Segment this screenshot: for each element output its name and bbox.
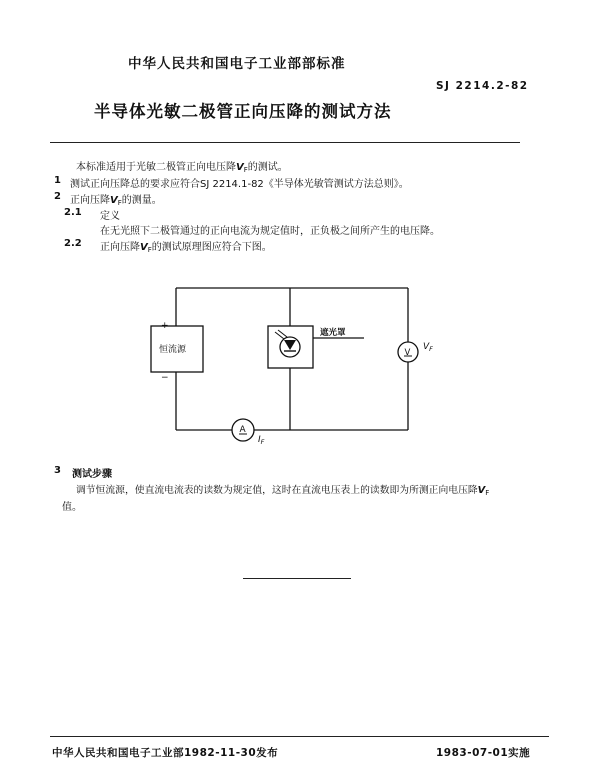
current-source-label: 恒流源	[159, 345, 187, 355]
intro-paragraph: 本标准适用于光敏二极管正向电压降$V_F$的测试。	[76, 162, 288, 174]
section-2-1-number: 2.1	[64, 207, 82, 218]
document-title: 半导体光敏二极管正向压降的测试方法	[94, 102, 392, 121]
section-2-2-number: 2.2	[64, 238, 82, 249]
issue-date: 中华人民共和国电子工业部1982-11-30发布	[52, 747, 279, 759]
section-3-number: 3	[54, 465, 61, 476]
current-label: $I_F$	[258, 435, 265, 446]
section-2-text: 正向压降$V_F$的测量。	[70, 195, 162, 207]
ammeter-symbol: A	[239, 425, 246, 435]
voltage-label: $V_F$	[423, 342, 433, 353]
standard-number: SJ 2214.2-82	[436, 80, 529, 92]
end-divider	[243, 578, 351, 579]
section-2-number: 2	[54, 191, 61, 202]
section-1-text: 测试正向压降总的要求应符合SJ 2214.1-82《半导体光敏管测试方法总则》。	[70, 179, 409, 190]
source-plus-sign: +	[161, 321, 169, 331]
voltmeter-symbol: V	[404, 348, 411, 358]
section-2-1-heading: 定义	[100, 211, 120, 222]
section-1-number: 1	[54, 175, 61, 186]
photodiode-icon	[275, 330, 296, 351]
footer-divider	[50, 736, 549, 737]
section-2-1-text: 在无光照下二极管通过的正向电流为规定值时，正负极之间所产生的电压降。	[100, 226, 440, 237]
section-3-text-line1: 调节恒流源，使直流电流表的读数为规定值，这时在直流电压表上的读数即为所测正向电压降$V_F$	[76, 485, 490, 497]
section-3-text-line2: 值。	[62, 502, 82, 513]
source-minus-sign: −	[161, 373, 169, 383]
section-3-heading: 测试步骤	[72, 469, 112, 480]
section-2-2-text: 正向压降$V_F$的测试原理图应符合下图。	[100, 242, 272, 254]
effective-date: 1983-07-01实施	[436, 747, 531, 759]
issuing-authority: 中华人民共和国电子工业部部标准	[128, 56, 346, 72]
shield-label: 遮光罩	[320, 328, 346, 338]
